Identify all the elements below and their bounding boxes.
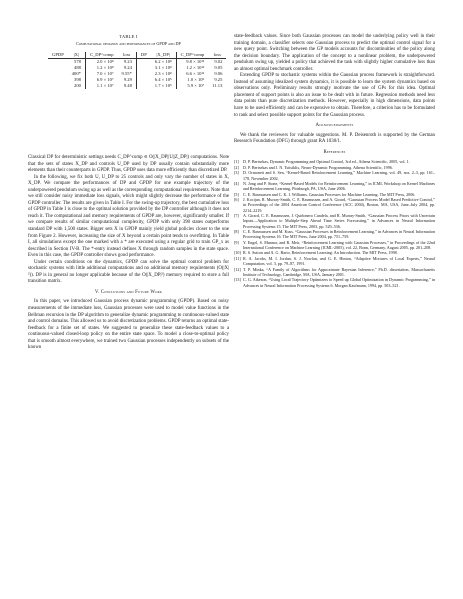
cell-x: 400* xyxy=(68,71,86,77)
references-title: References xyxy=(323,149,346,155)
reference-text: N. Jong and P. Stone, “Kernel-Based Models for Reinforcement Learning,” in ICML Workshop on Kernel Machines and Reinforcement Learning, Pittsburgh, PA, USA, June 2006. xyxy=(243,181,435,192)
reference-number: [7] xyxy=(234,213,239,219)
header-x: |X| xyxy=(68,52,86,59)
table-body xyxy=(48,59,226,90)
cell-dp xyxy=(136,83,150,89)
cell-dp-loss: 9.05 xyxy=(214,65,223,70)
reference-number: [13] xyxy=(234,277,241,283)
cell-comp: 2.0 × 10⁸ xyxy=(96,59,114,64)
reference-item xyxy=(234,165,435,170)
cell-x: 578 xyxy=(68,59,86,66)
reference-text: T. P. Minka, “A Family of Algorithms for Approximate Bayesian Inference,” Ph.D. dissertation, Massachusetts Institute of Technology, Cambridge, MA, USA, January 2001. xyxy=(243,266,435,277)
header-xdp: |X_DP| xyxy=(151,52,176,59)
reference-item xyxy=(234,256,435,266)
reference-text: D. P. Bertsekas, Dynamic Programming and Optimal Control, 3rd ed., Athena Scientific, 2005, vol. 1. xyxy=(243,159,410,165)
reference-text: C. E. Rasmussen and M. Kuss, “Gaussian Processes in Reinforcement Learning,” in Advances in Neural Information Processing Systems 16. The MIT Press, June 2004, pp. 751–759. xyxy=(243,229,435,240)
header-loss: loss xyxy=(118,52,137,59)
reference-text: R. A. Jacobs, M. I. Jordan, S. J. Nowlan, and G. E. Hinton, “Adaptive Mixtures of Local Experts,” Neural Computation, vol. 3, pp. 79–87, 1991. xyxy=(243,255,435,267)
reference-text: D. Ormoneit and S. Sen, “Kernel-Based Reinforcement Learning,” Machine Learning, vol. 49, nos. 2–3, pp. 161–178, November 2002. xyxy=(243,170,435,181)
table-row xyxy=(48,83,226,89)
reference-number: [6] xyxy=(234,197,239,203)
header-dp: DP xyxy=(136,52,150,59)
reference-number: [8] xyxy=(234,229,239,235)
cell-loss: 9.48 xyxy=(118,83,137,89)
acknowledgements-text: We thank the reviewers for valuable suggestions. M. P. Deisenroth is supported by the German Research Foundation (DFG) through grant RA 1030/1. xyxy=(234,132,435,145)
reference-text: C. E. Rasmussen and C. K. I. Williams, Gaussian Processes for Machine Learning. The MIT Press, 2006. xyxy=(243,191,416,197)
cell-x: 398 xyxy=(68,77,86,83)
right-column xyxy=(234,34,435,288)
cell-loss: 9.24 xyxy=(118,65,137,71)
header-dp-comp: C_DP^comp xyxy=(176,52,208,59)
header-comp: C_DP^comp xyxy=(85,52,117,59)
reference-number: [2] xyxy=(234,164,239,170)
left-paragraph-2: In the following, we fix both U, U_DP to 25 controls and only vary the number of states in X, X_DP. We compare the performances of DP and GPDP for one example trajectory of the underpowered pendulum swing up as well as the corresponding computational requirements. Note that we still consider noisy immediate loss signals, which might slightly decrease the performance of the GPDP controller. The results are given in Table I. For the swing-up trajectory, the best cumulative loss of GPDP in Table I is close to the optimal solution provided by the DP controller although it does not reach it. The computational and memory requirements of GPDP are, however, significantly smaller. If we compare results of similar computational complexity, GPDP with only 398 states outperforms standard DP with 1,500 states. Bigger sets X in GPDP mainly yield global policies closer to the one from Figure 2. However, increasing the size of X beyond a certain point tends to overfitting. In Table I, all simulations except the one marked with a * are executed using a regular grid to train GP_x as described in Section IV-B. The *-entry instead defines X through random samples in the state space. Even in this case, the GPDP controller shows good performance. xyxy=(28,174,229,259)
reference-item xyxy=(234,213,435,229)
reference-number: [9] xyxy=(234,239,239,245)
cell-dp-loss: 9.25 xyxy=(214,77,223,82)
left-column xyxy=(28,155,229,352)
table-title: TABLE I xyxy=(119,34,138,39)
right-paragraph-1: state-feedback values. Since both Gaussian processes can model the underlying policy well in their training domain, a classifier selects one Gaussian process to predict the optimal control signal for a new query point. Switching between the GP models accounts for discontinuities of the policy along the decision boundary. The application of the concept to a nonlinear problem, the underpowered pendulum swing up, yielded a policy that achieved the task with slightly higher cumulative loss than an almost optimal benchmark controller. xyxy=(234,34,435,72)
cell-x: 488 xyxy=(68,65,86,71)
reference-number: [5] xyxy=(234,191,239,197)
reference-item xyxy=(234,277,435,287)
cell-comp: 6.9 × 10⁷ xyxy=(96,77,114,82)
reference-item xyxy=(234,229,435,239)
reference-number: [12] xyxy=(234,266,241,272)
cell-dp-comp: 6.6 × 10¹¹ xyxy=(186,71,205,76)
header-dp-loss: loss xyxy=(208,52,226,59)
reference-item xyxy=(234,192,435,197)
reference-item xyxy=(234,240,435,250)
table-caption: Computational demands and performances of GPDP and DP xyxy=(76,41,181,46)
reference-item xyxy=(234,197,435,213)
reference-text: Y. Engel, S. Mannor, and R. Meir, “Reinforcement Learning with Gaussian Processes,” in Proceedings of the 22nd International Conference on Machine Learning (ICML-2005), vol. 22, Bonn, Germany, August 2005, pp. 201–208. xyxy=(243,239,435,250)
reference-number: [3] xyxy=(234,170,239,176)
cell-xdp: 6.2 × 10⁸ xyxy=(151,59,176,66)
reference-text: R. S. Sutton and A. G. Barto, Reinforcement Learning: An Introduction. The MIT Press, 1998. xyxy=(243,250,398,256)
cell-xdp: 1.7 × 10⁵ xyxy=(151,83,176,89)
section-conclusions-title: V. Conclusions and Future Work xyxy=(94,289,163,295)
cell-dp-comp: 5.9 × 10⁷ xyxy=(187,83,205,88)
reference-text: D. P. Bertsekas and J. N. Tsitsiklis, Neuro-Dynamic Programming. Athena Scientific, 1996. xyxy=(243,164,393,170)
reference-number: [11] xyxy=(234,255,241,261)
cell-comp: 1.2 × 10⁸ xyxy=(96,65,114,70)
acknowledgements-title: Acknowledgements xyxy=(315,123,354,129)
cell-dp-comp: 9.8 × 10¹³ xyxy=(186,59,205,64)
references-list xyxy=(234,159,435,287)
reference-item xyxy=(234,159,435,164)
cell-dp-loss: 9.02 xyxy=(214,59,223,64)
reference-item xyxy=(234,170,435,180)
cell-dp-comp: 1.0 × 10⁹ xyxy=(187,77,205,82)
reference-text: C. G. Atkeson, “Using Local Trajectory Optimizers to Speed up Global Optimization in Dynamic Programming,” in Advances in Neural Information Processing Systems 6. Morgan Kaufmann, 1994, pp. 503–521. xyxy=(243,277,435,288)
cell-dp-loss: 9.06 xyxy=(214,71,223,76)
cell-xdp: 2.3 × 10⁸ xyxy=(151,71,176,77)
cell-loss: 9.23 xyxy=(118,59,137,66)
reference-number: [4] xyxy=(234,181,239,186)
cell-gpdp xyxy=(48,83,68,89)
cell-comp: 7.0 × 10⁷ xyxy=(96,71,114,76)
results-table xyxy=(48,52,226,89)
cell-dp-comp: 1.2 × 10¹² xyxy=(186,65,205,70)
left-paragraph-3: Under certain conditions on the dynamics, GPDP can solve the optimal control problem for stochastic systems with little additional computations and no additional memory requirements (O(|X|²)). DP is in general no longer applicable because of the O(|X_DP|²) memory required to store a full transition matrix. xyxy=(28,259,229,285)
cell-x: 200 xyxy=(68,83,86,89)
header-gpdp: GPDP xyxy=(48,52,68,59)
reference-item xyxy=(234,181,435,191)
reference-text: A. Girard, C. E. Rasmussen, J. Quiñonero Candela, and R. Murray-Smith, “Gaussian Process Priors with Uncertain Inputs—Application to Multiple-Step Ahead Time Series Forecasting,” in Advances in Neural Information Processing Systems 15. The MIT Press, 2003, pp. 529–536. xyxy=(243,213,435,229)
reference-item xyxy=(234,267,435,277)
reference-number: [10] xyxy=(234,250,241,256)
cell-xdp: 6.4 × 10⁵ xyxy=(151,77,176,83)
right-paragraph-2: Extending GPDP to stochastic systems within the Gaussian process framework is straightforward. Instead of assuming idealized system dynamics, it is possible to learn the system dynamics based on observations only. Preliminary results strongly motivate the use of GPs for this idea. Optimal placement of support points is also an issue to be dealt with in future. Regression methods need less data points than pure discretization methods. However, especially in high dimensions, data points have to be used efficiently and can be expensive to obtain. Therefore, a criterion has to be formulated to rank and select possible support points for the Gaussian process. xyxy=(234,73,435,118)
reference-number: [1] xyxy=(234,159,239,165)
cell-loss: 9.29 xyxy=(118,77,137,83)
cell-loss: 9.55* xyxy=(118,71,137,77)
cell-comp: 1.1 × 10⁷ xyxy=(96,83,114,88)
left-paragraph-1: Classical DP for deterministic settings needs C_DP^comp ∈ O(|X_DP||U||Z_DP|) computations. Note that the sets of states X_DP and controls U_DP used by DP usually contain substantially more elements than their counterparts in GPDP. Thus, GPDP uses data more efficiently than discretized DP. xyxy=(28,155,229,174)
reference-text: J. Kocijan, R. Murray-Smith, C. E. Rasmussen, and A. Girard, “Gaussian Process Model Based Predictive Control,” in Proceedings of the 2004 American Control Conference (ACC 2004), Boston, MA, USA, June–July 2004, pp. 2214–2219. xyxy=(243,197,435,213)
cell-xdp: 3.1 × 10⁸ xyxy=(151,65,176,71)
reference-item xyxy=(234,250,435,255)
left-paragraph-4: In this paper, we introduced Gaussian process dynamic programming (GPDP). Based on noisy measurements of the immediate loss, Gaussian processes were used to model value functions in the Bellman recursion in the DP algorithm to generalize dynamic programming to continuous-valued state and control domains. This allowed us to avoid discretization problems. GPDP returns an optimal state-feedback for a finite set of states. We suggested to generalize these state-feedback values to a continuous-valued closed-loop policy on the entire state space. To model a close-to-optimal policy that is smooth almost everywhere, we trained two Gaussian processes independently on subsets of the known xyxy=(28,299,229,351)
cell-dp-loss: 11.13 xyxy=(212,83,223,88)
